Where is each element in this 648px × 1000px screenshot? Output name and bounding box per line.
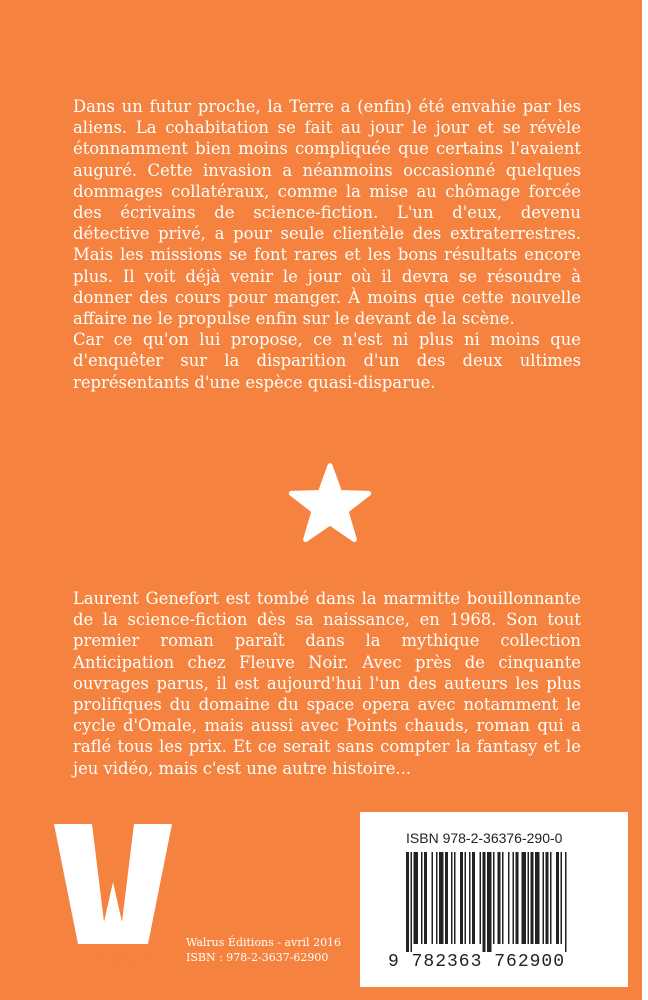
barcode-bar (411, 852, 413, 952)
barcode-bar (561, 852, 563, 944)
barcode-bar (543, 852, 545, 944)
imprint (186, 935, 366, 965)
barcode-bar (480, 852, 482, 944)
barcode-bar (445, 852, 448, 944)
barcode-bar (513, 852, 515, 944)
barcode-bar (439, 852, 444, 944)
barcode-bar (460, 852, 463, 944)
barcode-label (360, 812, 628, 987)
barcode-bar (565, 852, 567, 952)
barcode-bar (535, 852, 540, 944)
barcode-bar (546, 852, 549, 944)
barcode-bar (424, 852, 427, 944)
author-bio-text: Laurent Genefort est tombé dans la marmitte bouillonnante de la science-fiction dès sa naissance, en 1968. Son tout premier roman paraît dans la mythique collection Anticipation chez Fleuve Noir. Avec près de cinquante ouvrages parus, il est aujourd'hui l'un des auteurs les plus prolifiques du domaine du space opera avec notamment le cycle d'Omale, mais aussi avec Points chauds, roman qui a raflé tous les prix. Et ce serait sans compter la fantasy et le jeu vidéo, mais c'est une autre histoire... (73, 589, 581, 778)
barcode-bar (483, 852, 486, 952)
barcode-bar (454, 852, 456, 944)
synopsis-text: Dans un futur proche, la Terre a (enfin) été envahie par les aliens. La cohabitation se fait au jour le jour et se révèle étonnamment bien moins compliquée que certains l'avaient auguré. Cette invasion a néanmoins occasionné quelques dommages collatéraux, comme la mise au chômage forcée des écrivains de science-fiction. L'un d'eux, devenu détective privé, a pour seule clientèle des extraterrestres. Mais les missions se font rares et les bons résultats encore plus. Il voit déjà venir le jour où il devra se résoudre à donner des cours pour manger. À moins que cette nouvelle affaire ne le propulse enfin sur le devant de la scène. Car ce qu'on lui propose, ce n'est ni plus ni moins que d'enquêter sur la disparition d'un des deux ultimes représentants d'une espèce quasi-disparue. (73, 97, 581, 392)
barcode-bar (406, 852, 409, 952)
barcode-bar (502, 852, 504, 944)
barcode-bar (556, 852, 559, 944)
publisher-logo-text: WALRUS (73, 948, 151, 967)
star-icon (288, 463, 372, 543)
barcode-bar (508, 852, 510, 944)
isbn-text: ISBN 978-2-36376-290-0 (406, 830, 563, 846)
barcode-bar (531, 852, 534, 944)
barcode-bar (522, 852, 527, 944)
barcode-bar (465, 852, 467, 944)
imprint-isbn: ISBN : 978-2-3637-62900 (186, 951, 329, 964)
barcode-bars (406, 852, 609, 952)
barcode-bar (472, 852, 475, 944)
barcode-bar (487, 852, 492, 952)
barcode-bar (550, 852, 552, 944)
barcode-bar (421, 852, 423, 944)
barcode-bar (493, 852, 495, 944)
barcode-bar (414, 852, 419, 944)
barcode-bar (436, 852, 438, 944)
barcode-bar (498, 852, 501, 944)
imprint-publisher-date: Walrus Éditions - avril 2016 (186, 936, 342, 949)
barcode-bar (469, 852, 471, 944)
barcode-digits: 9 782363 762900 (388, 952, 566, 972)
barcode-bar (451, 852, 453, 944)
barcode-bar (432, 852, 434, 944)
barcode-bar (516, 852, 519, 944)
barcode-bar (528, 852, 530, 944)
